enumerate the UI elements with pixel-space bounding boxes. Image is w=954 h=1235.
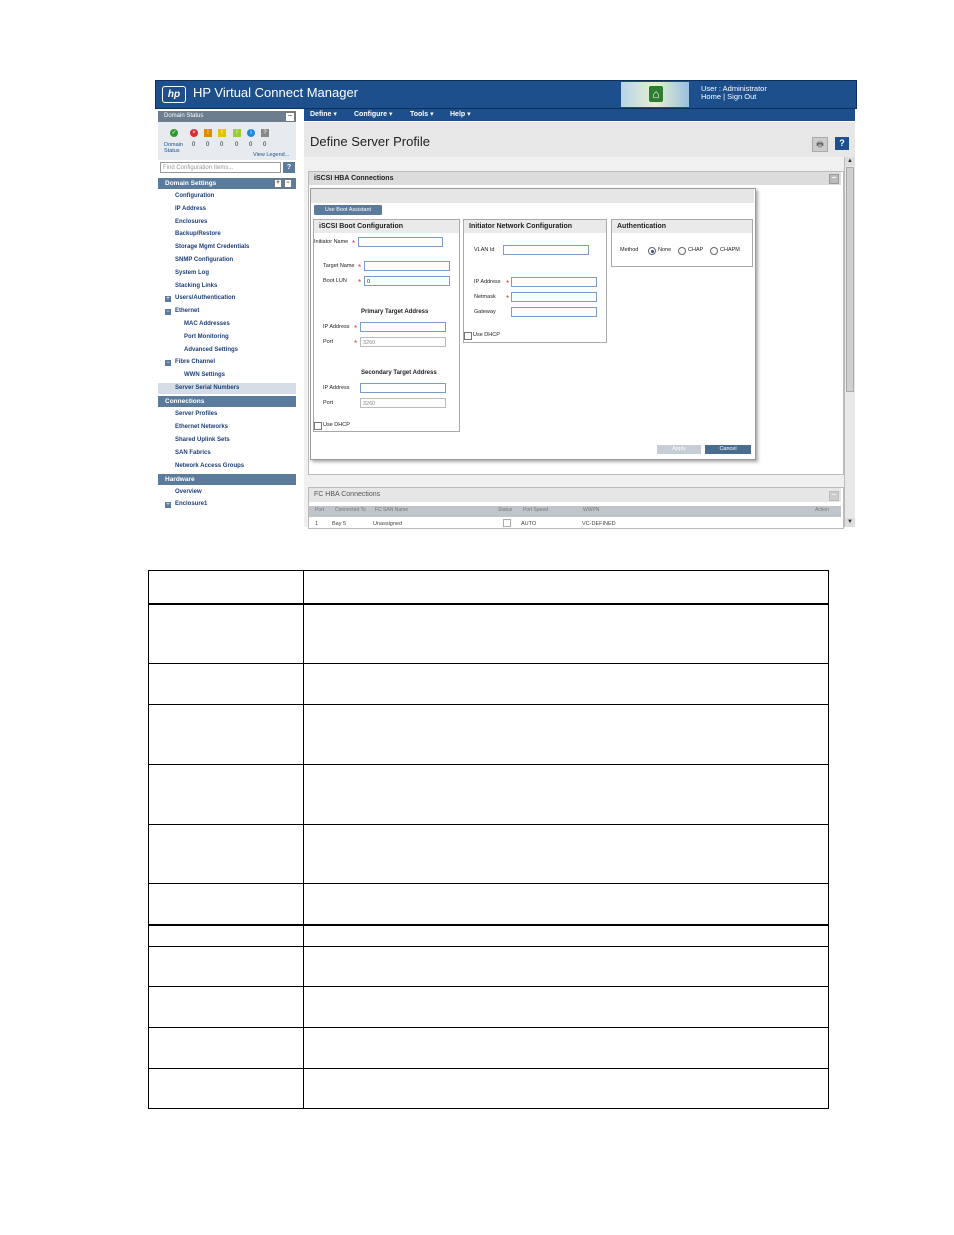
user-info: [701, 85, 767, 101]
column-header: Port Speed: [523, 507, 549, 513]
fc-status-icon: [503, 519, 511, 527]
auth-chapm-radio[interactable]: [710, 247, 718, 255]
top-menu-bar: [304, 109, 855, 121]
netmask-input[interactable]: [511, 292, 597, 302]
column-header: WWPN: [583, 507, 600, 513]
target-name-label: Target Name: [323, 263, 355, 269]
table-row: [149, 1028, 829, 1069]
primary-ip-label: IP Address: [323, 324, 350, 330]
table-row: [149, 947, 829, 987]
collapse-ethernet-icon[interactable]: −: [166, 309, 170, 315]
initiator-network-title: Initiator Network Configuration: [464, 220, 606, 233]
fc-speed-cell[interactable]: AUTO: [521, 521, 537, 527]
sidebar-item-ethernet-networks[interactable]: Ethernet Networks: [175, 424, 229, 430]
connections-title: Connections: [165, 398, 205, 405]
table-row: [149, 664, 829, 705]
required-marker: *: [354, 339, 358, 348]
info-icon[interactable]: i: [247, 129, 255, 137]
iscsi-hba-header: [309, 172, 841, 185]
sidebar-item-port-monitoring[interactable]: Port Monitoring: [184, 334, 229, 340]
help-button[interactable]: ?: [835, 137, 849, 150]
collapse-fc-button[interactable]: −: [829, 491, 839, 501]
initiator-use-dhcp-label: Use DHCP: [473, 332, 500, 338]
boot-lun-label: Boot LUN: [323, 278, 347, 284]
fc-table-header: [309, 506, 841, 517]
connections-header[interactable]: [158, 396, 296, 407]
column-header: FC SAN Name: [375, 507, 409, 513]
cancel-button[interactable]: Cancel: [705, 445, 751, 454]
sidebar-item-advanced-settings[interactable]: Advanced Settings: [184, 347, 239, 353]
gateway-input[interactable]: [511, 307, 597, 317]
boot-use-dhcp-label: Use DHCP: [323, 422, 350, 428]
fc-san-cell[interactable]: Unassigned: [373, 521, 403, 527]
initiator-name-input[interactable]: [358, 237, 443, 247]
collapse-all-icon[interactable]: −: [284, 179, 292, 188]
required-marker: *: [506, 279, 510, 288]
scroll-thumb[interactable]: [846, 167, 854, 392]
search-help-button[interactable]: ?: [283, 162, 295, 173]
domain-status-header: [158, 111, 296, 122]
fc-connected-cell: Bay 5: [332, 521, 347, 527]
sidebar-item-fibre-channel[interactable]: Fibre Channel: [175, 359, 216, 365]
sidebar-item-configuration[interactable]: Configuration: [175, 193, 215, 199]
home-link[interactable]: Home: [701, 92, 722, 101]
critical-count: 0: [192, 142, 196, 148]
apply-button[interactable]: Apply: [657, 445, 701, 454]
sign-out-link[interactable]: Sign Out: [727, 92, 757, 101]
method-label: Method: [620, 247, 639, 253]
boot-use-dhcp-checkbox[interactable]: [314, 422, 322, 430]
collapse-iscsi-button[interactable]: −: [829, 174, 839, 184]
auth-none-radio[interactable]: [648, 247, 656, 255]
menu-help[interactable]: Help ▾: [450, 111, 471, 118]
target-name-input[interactable]: [364, 261, 450, 271]
column-header: Action: [815, 507, 829, 513]
critical-icon[interactable]: ×: [190, 129, 198, 137]
minor-count: 0: [220, 142, 224, 148]
info-count: 0: [249, 142, 253, 148]
fc-port-cell: 1: [315, 521, 319, 527]
column-header: Port: [315, 507, 325, 513]
domain-status-link[interactable]: [164, 142, 183, 154]
app-header: [155, 80, 857, 109]
secondary-port-label: Port: [323, 400, 334, 406]
app-title: HP Virtual Connect Manager: [193, 85, 359, 100]
required-marker: *: [354, 324, 358, 333]
scroll-down-icon[interactable]: ▼: [845, 518, 855, 527]
unknown-count: 0: [263, 142, 267, 148]
domain-settings-title: Domain Settings: [165, 180, 217, 187]
minor-icon[interactable]: !: [218, 129, 226, 137]
column-header: Status: [498, 507, 513, 513]
sidebar-item-snmp-configuration[interactable]: SNMP Configuration: [175, 257, 234, 263]
page-title: Define Server Profile: [310, 134, 430, 149]
expand-users-icon[interactable]: +: [166, 296, 170, 302]
table-row: [149, 705, 829, 765]
expand-enclosure-icon[interactable]: +: [166, 502, 170, 508]
sidebar-item-ethernet[interactable]: Ethernet: [175, 308, 200, 314]
authentication-title: Authentication: [612, 220, 752, 233]
collapse-fibre-channel-icon[interactable]: −: [166, 360, 170, 366]
use-boot-assistant-button[interactable]: Use Boot Assistant: [314, 205, 382, 215]
table-row: [149, 825, 829, 884]
auth-chap-radio[interactable]: [678, 247, 686, 255]
sidebar-item-users-authentication[interactable]: Users/Authentication: [175, 295, 236, 301]
boot-config-title: iSCSI Boot Configuration: [314, 220, 459, 233]
warning-icon[interactable]: !: [233, 129, 241, 137]
hardware-header[interactable]: [158, 474, 296, 485]
fc-wwpn-cell: VC-DEFINED: [582, 521, 616, 527]
view-legend-link[interactable]: View Legend...: [253, 152, 290, 158]
dialog-toolbar: [311, 189, 754, 203]
major-count: 0: [206, 142, 210, 148]
column-header: Connected To: [335, 507, 366, 513]
fc-hba-title: FC HBA Connections: [314, 491, 381, 498]
table-row: [149, 987, 829, 1028]
primary-target-title: Primary Target Address: [361, 309, 429, 315]
auth-chap-label: CHAP: [688, 247, 704, 253]
sidebar-item-san-fabrics[interactable]: SAN Fabrics: [175, 450, 211, 456]
sidebar-item-backup-restore[interactable]: Backup/Restore: [175, 231, 221, 237]
major-icon[interactable]: !: [204, 129, 212, 137]
hp-logo: hp: [162, 86, 186, 103]
menu-define[interactable]: Define ▾: [310, 111, 337, 118]
find-configuration-input[interactable]: Find Configuration Items...: [160, 162, 281, 173]
vlan-id-input[interactable]: [503, 245, 589, 255]
required-marker: *: [352, 239, 356, 248]
table-row: [149, 1069, 829, 1109]
scroll-up-icon[interactable]: ▲: [845, 157, 855, 166]
sidebar-item-network-access-groups[interactable]: Network Access Groups: [175, 463, 245, 469]
sidebar-item-wwn-settings[interactable]: WWN Settings: [184, 372, 225, 378]
table-row: [149, 925, 829, 947]
secondary-target-title: Secondary Target Address: [361, 370, 437, 376]
ok-icon[interactable]: ✓: [171, 130, 177, 136]
initiator-name-label: Initiator Name: [314, 239, 349, 245]
menu-tools[interactable]: Tools ▾: [410, 111, 434, 118]
initiator-use-dhcp-checkbox[interactable]: [464, 332, 472, 340]
sidebar-item-stacking-links[interactable]: Stacking Links: [175, 283, 218, 289]
collapse-domain-status-button[interactable]: −: [285, 112, 295, 122]
required-marker: *: [358, 263, 362, 272]
warning-count: 0: [235, 142, 239, 148]
gateway-label: Gateway: [474, 309, 496, 315]
table-row: [149, 604, 829, 664]
table-row: [149, 571, 829, 604]
sidebar-item-server-profiles[interactable]: Server Profiles: [175, 411, 218, 417]
fc-hba-header: [309, 488, 841, 502]
vertical-scrollbar[interactable]: [844, 157, 855, 527]
domain-link-text: Domain: [164, 142, 183, 148]
authentication-box: [611, 219, 753, 267]
primary-ip-input[interactable]: [360, 322, 446, 332]
boot-lun-input[interactable]: 0: [364, 276, 450, 286]
table-row: [149, 884, 829, 925]
domain-status-panel: [158, 122, 296, 160]
secondary-port-input[interactable]: 3260: [360, 398, 446, 408]
domain-status-title: Domain Status: [164, 113, 204, 119]
sidebar-item-storage-mgmt-credentials[interactable]: Storage Mgmt Credentials: [175, 244, 250, 250]
vlan-id-label: VLAN Id: [474, 247, 495, 253]
link-separator: |: [723, 92, 726, 101]
status-link-text: Status: [164, 148, 180, 154]
primary-port-input[interactable]: 3260: [360, 337, 446, 347]
sidebar-item-enclosures[interactable]: Enclosures: [175, 219, 208, 225]
required-marker: *: [358, 278, 362, 287]
unknown-icon[interactable]: ?: [261, 129, 269, 137]
table-row: [149, 765, 829, 825]
auth-chapm-label: CHAPM: [720, 247, 740, 253]
header-banner-image: [621, 82, 689, 107]
print-button[interactable]: 🖶: [812, 137, 828, 152]
sidebar-item-overview[interactable]: Overview: [175, 489, 202, 495]
initiator-ip-input[interactable]: [511, 277, 597, 287]
netmask-label: Netmask: [474, 294, 496, 300]
domain-settings-header[interactable]: [158, 178, 296, 189]
home-icon: ⌂: [649, 86, 663, 102]
initiator-ip-label: IP Address: [474, 279, 501, 285]
menu-configure[interactable]: Configure ▾: [354, 111, 393, 118]
sidebar-item-enclosure1[interactable]: Enclosure1: [175, 501, 208, 507]
iscsi-hba-title: iSCSI HBA Connections: [314, 175, 394, 182]
auth-none-label: None: [658, 247, 672, 253]
hardware-title: Hardware: [165, 476, 195, 483]
sidebar-item-server-serial-numbers[interactable]: Server Serial Numbers: [175, 385, 240, 391]
secondary-ip-input[interactable]: [360, 383, 446, 393]
sidebar-item-system-log[interactable]: System Log: [175, 270, 210, 276]
primary-port-label: Port: [323, 339, 334, 345]
sidebar-item-shared-uplink-sets[interactable]: Shared Uplink Sets: [175, 437, 230, 443]
secondary-ip-label: IP Address: [323, 385, 350, 391]
expand-all-icon[interactable]: +: [274, 179, 282, 188]
required-marker: *: [506, 294, 510, 303]
sidebar-item-mac-addresses[interactable]: MAC Addresses: [184, 321, 230, 327]
user-label: User : Administrator: [701, 84, 767, 93]
document-table: [148, 570, 829, 1109]
sidebar-item-ip-address[interactable]: IP Address: [175, 206, 207, 212]
